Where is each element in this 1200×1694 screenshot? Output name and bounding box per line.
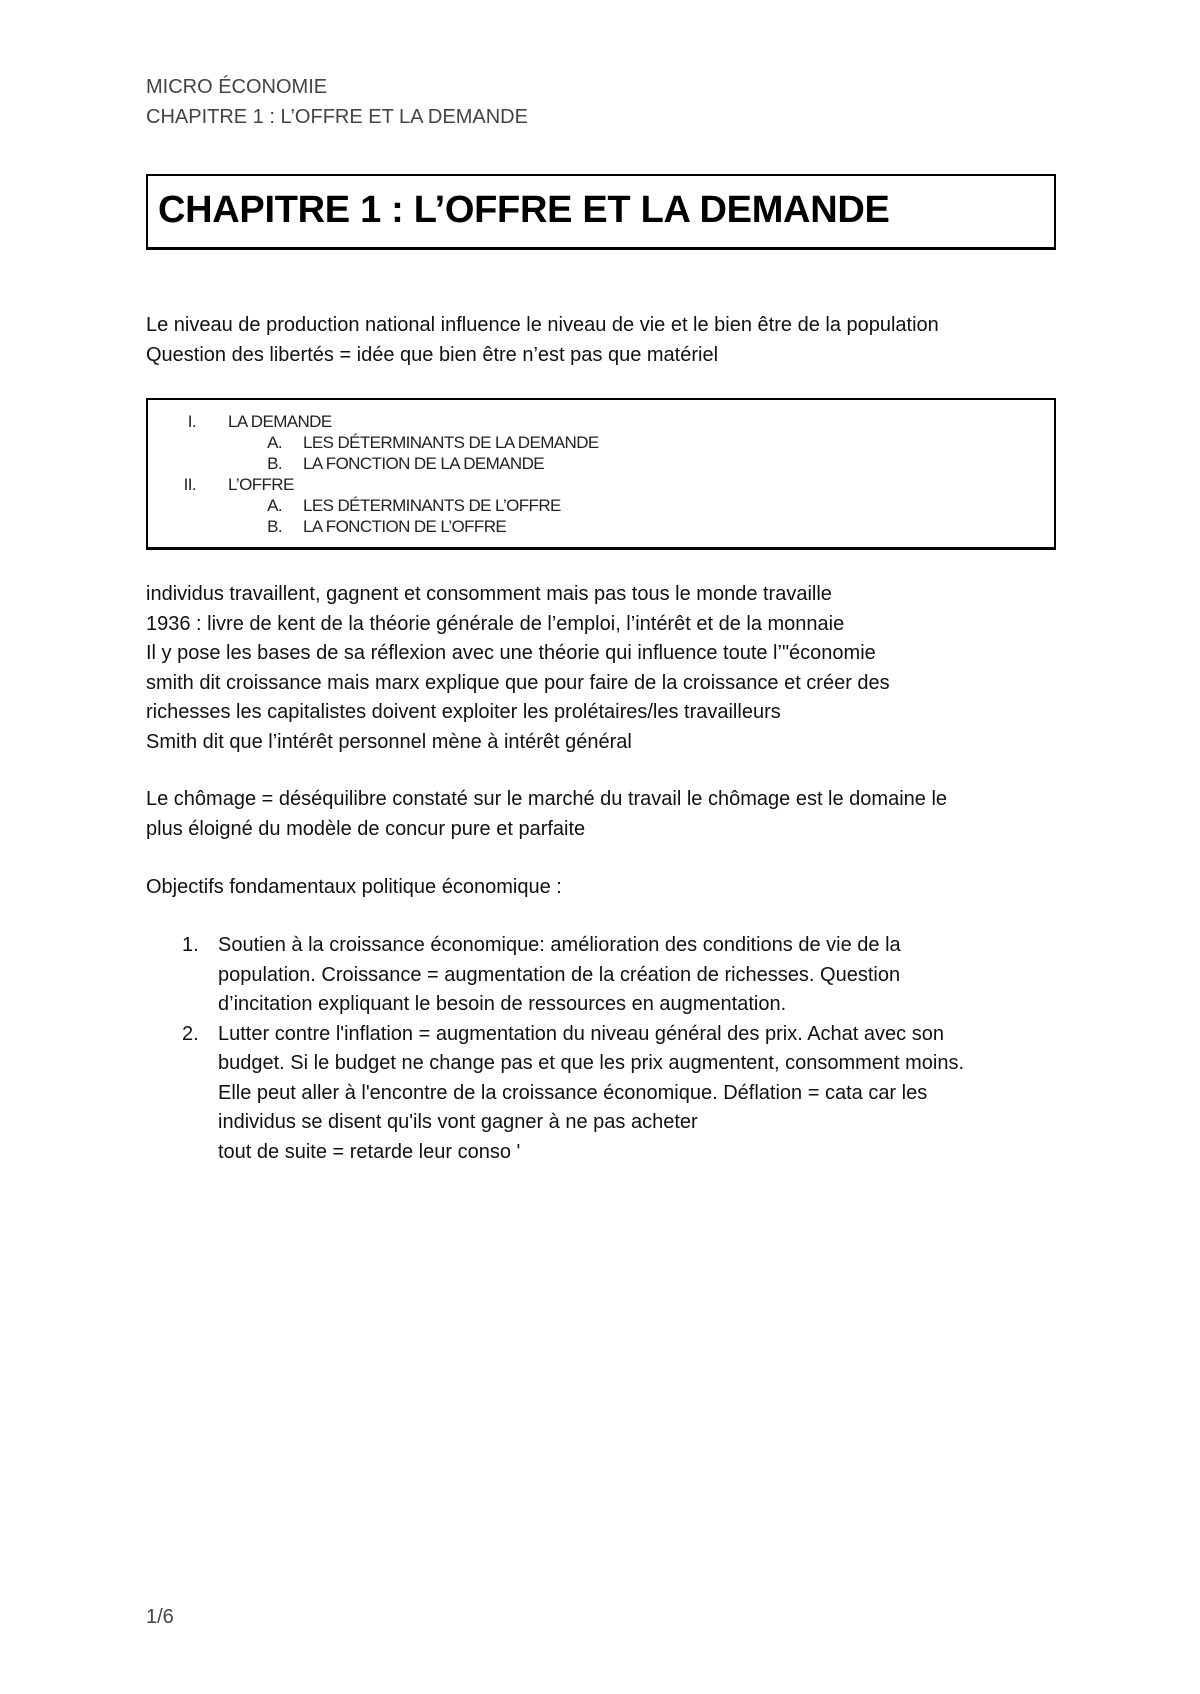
text-line: Soutien à la croissance économique: amélioration des conditions de vie de la	[218, 934, 901, 956]
page-number: 1/6	[146, 1606, 174, 1628]
text-line: Le niveau de production national influence le niveau de vie et le bien être de la population	[146, 314, 939, 336]
toc-number: B.	[267, 517, 282, 536]
toc-number: A.	[267, 496, 282, 515]
text-line: Elle peut aller à l'encontre de la croissance économique. Déflation = cata car les	[218, 1081, 928, 1104]
text-line: 1936 : livre de kent de la théorie générale de l’emploi, l’intérêt et de la monnaie	[146, 612, 845, 635]
toc-label: LES DÉTERMINANTS DE LA DEMANDE	[303, 433, 599, 452]
text-line: plus éloigné du modèle de concur pure et parfaite	[146, 817, 586, 840]
running-header	[146, 72, 528, 132]
intro-paragraph	[146, 311, 1066, 370]
text-line: budget. Si le budget ne change pas et que les prix augmentent, consomment moins.	[218, 1052, 965, 1074]
list-item	[146, 931, 1066, 1020]
toc-label: LA DEMANDE	[228, 412, 332, 431]
text-line: Question des libertés = idée que bien être n’est pas que matériel	[146, 343, 719, 366]
text-line: individus se disent qu'ils vont gagner à ne pas acheter	[218, 1111, 698, 1133]
chapter-title: CHAPITRE 1 : L’OFFRE ET LA DEMANDE	[158, 189, 890, 231]
header-line-2: CHAPITRE 1 : L’OFFRE ET LA DEMANDE	[146, 106, 528, 128]
body-paragraph-1	[146, 580, 1066, 757]
list-number: 2.	[182, 1022, 199, 1045]
toc-number: II.	[183, 475, 196, 494]
text-line: Lutter contre l'inflation = augmentation du niveau général des prix. Achat avec son	[218, 1022, 944, 1045]
objectives-heading	[146, 873, 1066, 903]
text-line: Il y pose les bases de sa réflexion avec une théorie qui influence toute l’"économie	[146, 642, 876, 664]
text-line: tout de suite = retarde leur conso '	[218, 1140, 521, 1163]
list-item	[146, 1020, 1066, 1168]
toc-label: LES DÉTERMINANTS DE L’OFFRE	[303, 496, 561, 515]
body-paragraph-2	[146, 785, 1066, 844]
text-line: richesses les capitalistes doivent exploiter les prolétaires/les travailleurs	[146, 701, 781, 723]
text-line: Le chômage = déséquilibre constaté sur le marché du travail le chômage est le domaine le	[146, 788, 948, 810]
text-line: smith dit croissance mais marx explique que pour faire de la croissance et créer des	[146, 671, 890, 694]
toc-label: LA FONCTION DE LA DEMANDE	[303, 454, 544, 473]
toc-number: I.	[187, 412, 196, 431]
table-of-contents	[146, 398, 1056, 550]
objectives-list	[146, 931, 1066, 1167]
text-line: d’incitation expliquant le besoin de ressources en augmentation.	[218, 993, 787, 1015]
header-line-1: MICRO ÉCONOMIE	[146, 76, 328, 98]
text-line: population. Croissance = augmentation de la création de richesses. Question	[218, 963, 901, 986]
text-line: Smith dit que l’intérêt personnel mène à intérêt général	[146, 730, 632, 753]
toc-label: LA FONCTION DE L’OFFRE	[303, 517, 507, 536]
text-line: individus travaillent, gagnent et consomment mais pas tous le monde travaille	[146, 583, 832, 605]
list-number: 1.	[182, 934, 199, 956]
toc-number: B.	[267, 454, 282, 473]
toc-label: L’OFFRE	[228, 475, 294, 494]
toc-number: A.	[267, 433, 282, 452]
chapter-title-box	[146, 174, 1056, 250]
text-line: Objectifs fondamentaux politique économique :	[146, 876, 562, 898]
